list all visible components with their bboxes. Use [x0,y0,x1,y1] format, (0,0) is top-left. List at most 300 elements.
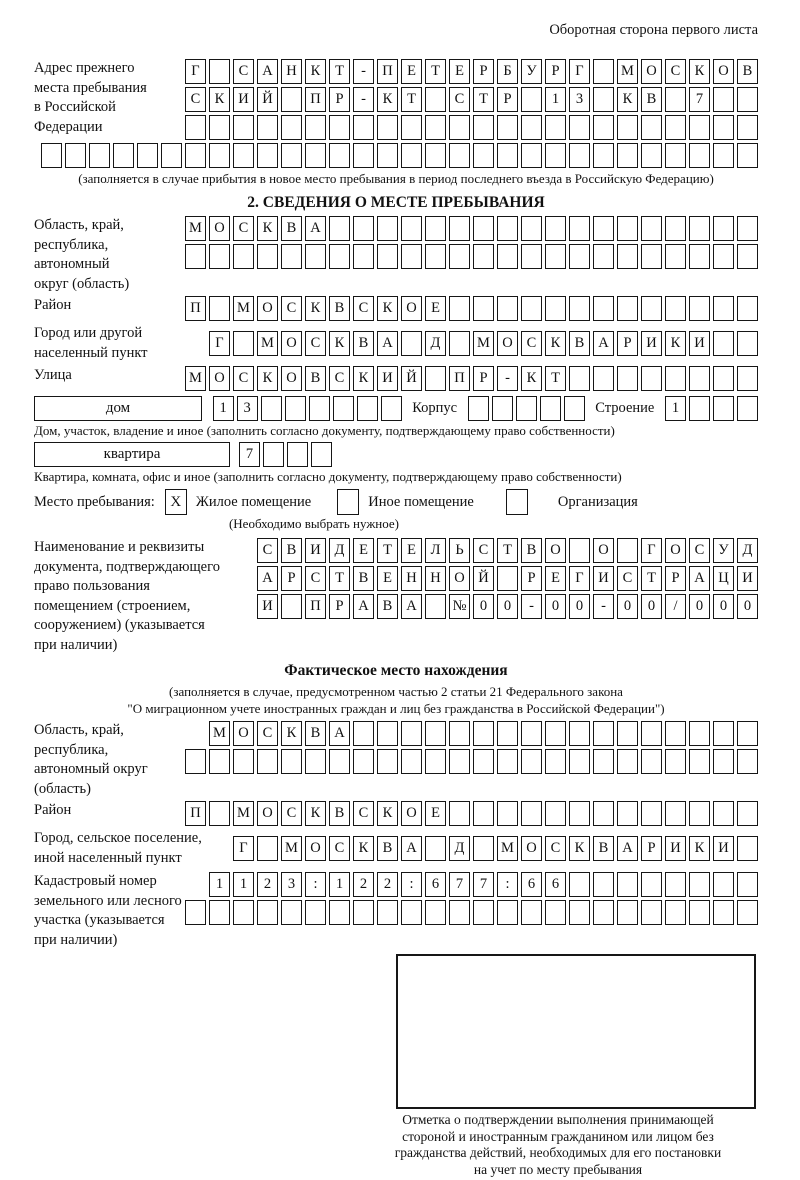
char-cell[interactable]: А [401,836,422,861]
char-cell[interactable]: - [353,59,374,84]
char-cell[interactable] [564,396,585,421]
char-cell[interactable] [209,115,230,140]
char-cell[interactable] [281,115,302,140]
char-cell[interactable]: С [545,836,566,861]
char-cell[interactable] [641,749,662,774]
char-cell[interactable] [713,331,734,356]
char-cell[interactable]: И [665,836,686,861]
char-cell[interactable]: К [617,87,638,112]
char-cell[interactable] [713,749,734,774]
char-cell[interactable]: Д [737,538,758,563]
char-cell[interactable] [497,244,518,269]
char-cell[interactable]: В [377,836,398,861]
char-cell[interactable]: А [401,594,422,619]
char-cell[interactable] [713,115,734,140]
char-cell[interactable] [209,59,230,84]
char-cell[interactable] [329,900,350,925]
organizatsiya-checkbox[interactable] [506,489,528,515]
char-cell[interactable] [353,244,374,269]
char-cell[interactable] [329,115,350,140]
char-cell[interactable] [617,801,638,826]
char-cell[interactable]: Т [497,538,518,563]
char-cell[interactable] [545,749,566,774]
char-cell[interactable] [425,594,446,619]
char-cell[interactable] [665,366,686,391]
char-cell[interactable] [305,900,326,925]
char-cell[interactable]: М [185,216,206,241]
char-cell[interactable]: М [497,836,518,861]
char-cell[interactable]: К [569,836,590,861]
char-cell[interactable] [713,216,734,241]
char-cell[interactable]: К [257,366,278,391]
char-cell[interactable] [737,836,758,861]
char-cell[interactable] [641,801,662,826]
char-cell[interactable] [285,396,306,421]
char-cell[interactable]: В [737,59,758,84]
char-cell[interactable]: 7 [449,872,470,897]
char-cell[interactable] [521,721,542,746]
char-cell[interactable] [593,366,614,391]
char-cell[interactable]: Т [329,566,350,591]
char-cell[interactable]: О [257,801,278,826]
char-cell[interactable]: Е [545,566,566,591]
char-cell[interactable] [521,244,542,269]
char-cell[interactable] [377,900,398,925]
char-cell[interactable]: К [545,331,566,356]
char-cell[interactable] [569,749,590,774]
char-cell[interactable]: 1 [329,872,350,897]
char-cell[interactable] [593,244,614,269]
char-cell[interactable] [209,801,230,826]
char-cell[interactable] [449,296,470,321]
char-cell[interactable]: К [305,59,326,84]
char-cell[interactable] [473,143,494,168]
char-cell[interactable]: 0 [617,594,638,619]
char-cell[interactable]: 0 [497,594,518,619]
char-cell[interactable]: К [209,87,230,112]
char-cell[interactable]: А [353,594,374,619]
char-cell[interactable] [617,115,638,140]
char-cell[interactable]: К [377,296,398,321]
char-cell[interactable] [569,801,590,826]
char-cell[interactable] [593,115,614,140]
char-cell[interactable] [497,296,518,321]
char-cell[interactable] [233,749,254,774]
char-cell[interactable] [641,900,662,925]
char-cell[interactable] [593,143,614,168]
char-cell[interactable]: К [689,59,710,84]
char-cell[interactable]: У [713,538,734,563]
char-cell[interactable] [713,296,734,321]
char-cell[interactable]: К [377,801,398,826]
char-cell[interactable]: К [665,331,686,356]
char-cell[interactable] [497,721,518,746]
char-cell[interactable] [257,749,278,774]
char-cell[interactable] [521,900,542,925]
char-cell[interactable]: И [641,331,662,356]
char-cell[interactable] [713,872,734,897]
char-cell[interactable] [617,244,638,269]
char-cell[interactable]: Й [257,87,278,112]
char-cell[interactable]: У [521,59,542,84]
char-cell[interactable] [497,801,518,826]
char-cell[interactable]: Т [377,538,398,563]
char-cell[interactable] [473,721,494,746]
char-cell[interactable]: 0 [713,594,734,619]
char-cell[interactable] [737,396,758,421]
char-cell[interactable] [665,87,686,112]
char-cell[interactable]: Р [665,566,686,591]
char-cell[interactable] [737,366,758,391]
char-cell[interactable] [305,115,326,140]
char-cell[interactable]: С [281,801,302,826]
char-cell[interactable] [593,749,614,774]
char-cell[interactable]: А [305,216,326,241]
char-cell[interactable]: С [233,216,254,241]
char-cell[interactable]: В [353,331,374,356]
char-cell[interactable]: 7 [239,442,260,467]
char-cell[interactable] [425,216,446,241]
char-cell[interactable] [593,296,614,321]
char-cell[interactable] [281,594,302,619]
char-cell[interactable]: С [305,566,326,591]
dom-type-box[interactable]: дом [34,396,202,421]
char-cell[interactable] [617,296,638,321]
char-cell[interactable] [593,59,614,84]
char-cell[interactable]: А [593,331,614,356]
char-cell[interactable]: : [305,872,326,897]
char-cell[interactable]: Т [401,87,422,112]
char-cell[interactable] [689,801,710,826]
char-cell[interactable] [449,801,470,826]
char-cell[interactable] [41,143,62,168]
char-cell[interactable] [569,538,590,563]
char-cell[interactable]: К [329,331,350,356]
char-cell[interactable] [713,721,734,746]
char-cell[interactable]: С [665,59,686,84]
char-cell[interactable] [665,801,686,826]
char-cell[interactable] [689,143,710,168]
char-cell[interactable] [449,244,470,269]
char-cell[interactable]: Е [425,296,446,321]
char-cell[interactable] [257,900,278,925]
char-cell[interactable] [449,331,470,356]
inoe-checkbox[interactable] [337,489,359,515]
char-cell[interactable]: Г [209,331,230,356]
char-cell[interactable] [209,244,230,269]
char-cell[interactable] [569,216,590,241]
char-cell[interactable] [545,900,566,925]
char-cell[interactable] [257,115,278,140]
char-cell[interactable] [473,216,494,241]
char-cell[interactable]: 2 [353,872,374,897]
char-cell[interactable] [617,721,638,746]
char-cell[interactable]: Е [449,59,470,84]
char-cell[interactable] [401,331,422,356]
char-cell[interactable]: С [353,296,374,321]
char-cell[interactable] [377,115,398,140]
char-cell[interactable]: Г [233,836,254,861]
char-cell[interactable] [593,721,614,746]
char-cell[interactable]: С [233,366,254,391]
char-cell[interactable] [473,801,494,826]
char-cell[interactable]: Г [569,59,590,84]
char-cell[interactable] [401,900,422,925]
char-cell[interactable] [641,296,662,321]
char-cell[interactable]: П [305,594,326,619]
char-cell[interactable] [617,538,638,563]
char-cell[interactable]: Н [401,566,422,591]
char-cell[interactable]: Г [641,538,662,563]
char-cell[interactable] [545,801,566,826]
char-cell[interactable]: И [257,594,278,619]
char-cell[interactable]: Р [473,366,494,391]
char-cell[interactable] [540,396,561,421]
char-cell[interactable] [425,244,446,269]
char-cell[interactable]: К [689,836,710,861]
char-cell[interactable]: - [521,594,542,619]
char-cell[interactable] [617,366,638,391]
char-cell[interactable]: О [401,801,422,826]
char-cell[interactable] [713,244,734,269]
char-cell[interactable]: К [305,296,326,321]
char-cell[interactable]: 1 [209,872,230,897]
char-cell[interactable] [185,900,206,925]
char-cell[interactable]: О [209,366,230,391]
char-cell[interactable] [737,244,758,269]
char-cell[interactable] [425,115,446,140]
char-cell[interactable]: О [713,59,734,84]
char-cell[interactable] [665,872,686,897]
char-cell[interactable] [353,216,374,241]
char-cell[interactable]: 0 [689,594,710,619]
char-cell[interactable] [357,396,378,421]
char-cell[interactable]: И [689,331,710,356]
char-cell[interactable] [425,836,446,861]
char-cell[interactable] [593,87,614,112]
char-cell[interactable]: С [473,538,494,563]
char-cell[interactable] [569,872,590,897]
char-cell[interactable] [617,143,638,168]
char-cell[interactable]: О [665,538,686,563]
char-cell[interactable] [281,143,302,168]
char-cell[interactable]: И [305,538,326,563]
char-cell[interactable] [305,143,326,168]
char-cell[interactable]: П [377,59,398,84]
char-cell[interactable] [401,143,422,168]
char-cell[interactable] [233,115,254,140]
char-cell[interactable] [545,143,566,168]
char-cell[interactable] [353,749,374,774]
char-cell[interactable] [569,366,590,391]
char-cell[interactable] [492,396,513,421]
char-cell[interactable] [281,749,302,774]
char-cell[interactable]: 1 [233,872,254,897]
char-cell[interactable] [257,836,278,861]
char-cell[interactable]: О [449,566,470,591]
char-cell[interactable] [521,143,542,168]
char-cell[interactable] [593,216,614,241]
char-cell[interactable] [185,115,206,140]
char-cell[interactable]: Д [329,538,350,563]
char-cell[interactable] [473,115,494,140]
char-cell[interactable] [665,749,686,774]
char-cell[interactable] [569,721,590,746]
char-cell[interactable] [209,143,230,168]
char-cell[interactable]: Д [449,836,470,861]
char-cell[interactable]: В [305,366,326,391]
char-cell[interactable] [713,143,734,168]
char-cell[interactable]: В [329,801,350,826]
char-cell[interactable] [689,900,710,925]
char-cell[interactable]: О [521,836,542,861]
char-cell[interactable]: : [497,872,518,897]
char-cell[interactable] [617,749,638,774]
char-cell[interactable]: С [233,59,254,84]
char-cell[interactable]: В [305,721,326,746]
char-cell[interactable] [425,366,446,391]
char-cell[interactable]: П [185,296,206,321]
char-cell[interactable]: С [257,721,278,746]
char-cell[interactable]: - [593,594,614,619]
char-cell[interactable] [665,143,686,168]
char-cell[interactable]: Е [401,59,422,84]
char-cell[interactable] [329,143,350,168]
char-cell[interactable]: 7 [689,87,710,112]
char-cell[interactable]: Т [545,366,566,391]
char-cell[interactable] [641,366,662,391]
char-cell[interactable] [329,244,350,269]
char-cell[interactable] [449,143,470,168]
char-cell[interactable]: Р [545,59,566,84]
char-cell[interactable]: 0 [545,594,566,619]
char-cell[interactable] [281,87,302,112]
char-cell[interactable] [689,366,710,391]
char-cell[interactable] [737,801,758,826]
char-cell[interactable] [353,721,374,746]
char-cell[interactable] [449,900,470,925]
char-cell[interactable] [569,143,590,168]
char-cell[interactable] [305,749,326,774]
char-cell[interactable]: 0 [569,594,590,619]
char-cell[interactable] [497,143,518,168]
char-cell[interactable] [521,801,542,826]
char-cell[interactable] [545,244,566,269]
char-cell[interactable] [233,331,254,356]
char-cell[interactable] [185,143,206,168]
char-cell[interactable]: В [641,87,662,112]
char-cell[interactable]: О [281,366,302,391]
char-cell[interactable] [377,143,398,168]
char-cell[interactable]: И [233,87,254,112]
char-cell[interactable] [113,143,134,168]
char-cell[interactable] [713,396,734,421]
char-cell[interactable] [617,900,638,925]
char-cell[interactable]: 3 [281,872,302,897]
char-cell[interactable]: Е [353,538,374,563]
char-cell[interactable]: О [209,216,230,241]
char-cell[interactable] [287,442,308,467]
char-cell[interactable]: Р [497,87,518,112]
char-cell[interactable] [209,296,230,321]
zhiloe-checkbox[interactable]: X [165,489,187,515]
char-cell[interactable]: М [233,296,254,321]
char-cell[interactable]: С [617,566,638,591]
char-cell[interactable]: 6 [545,872,566,897]
char-cell[interactable] [689,296,710,321]
char-cell[interactable] [137,143,158,168]
char-cell[interactable]: Е [377,566,398,591]
char-cell[interactable]: М [257,331,278,356]
char-cell[interactable] [425,721,446,746]
char-cell[interactable] [521,296,542,321]
char-cell[interactable]: М [209,721,230,746]
char-cell[interactable] [593,872,614,897]
char-cell[interactable]: Н [281,59,302,84]
char-cell[interactable]: А [329,721,350,746]
char-cell[interactable]: Г [185,59,206,84]
char-cell[interactable] [401,244,422,269]
char-cell[interactable]: : [401,872,422,897]
char-cell[interactable]: Г [569,566,590,591]
char-cell[interactable] [185,244,206,269]
char-cell[interactable] [641,244,662,269]
char-cell[interactable] [497,900,518,925]
char-cell[interactable]: В [281,538,302,563]
char-cell[interactable]: 1 [665,396,686,421]
char-cell[interactable]: О [545,538,566,563]
char-cell[interactable] [233,900,254,925]
char-cell[interactable]: В [593,836,614,861]
char-cell[interactable] [689,216,710,241]
char-cell[interactable]: 1 [213,396,234,421]
char-cell[interactable] [689,872,710,897]
char-cell[interactable] [617,872,638,897]
char-cell[interactable]: М [185,366,206,391]
char-cell[interactable] [497,566,518,591]
char-cell[interactable] [353,143,374,168]
char-cell[interactable]: 7 [473,872,494,897]
char-cell[interactable]: С [281,296,302,321]
char-cell[interactable] [377,216,398,241]
char-cell[interactable]: С [329,366,350,391]
char-cell[interactable]: В [281,216,302,241]
char-cell[interactable]: М [233,801,254,826]
char-cell[interactable] [261,396,282,421]
char-cell[interactable] [449,216,470,241]
char-cell[interactable] [449,749,470,774]
char-cell[interactable]: В [329,296,350,321]
char-cell[interactable] [665,900,686,925]
char-cell[interactable]: Р [281,566,302,591]
char-cell[interactable]: М [281,836,302,861]
char-cell[interactable] [665,216,686,241]
char-cell[interactable] [311,442,332,467]
char-cell[interactable] [425,87,446,112]
char-cell[interactable]: Т [329,59,350,84]
char-cell[interactable]: Л [425,538,446,563]
char-cell[interactable] [521,749,542,774]
char-cell[interactable] [281,244,302,269]
char-cell[interactable] [737,296,758,321]
char-cell[interactable]: О [305,836,326,861]
char-cell[interactable]: - [497,366,518,391]
char-cell[interactable] [329,749,350,774]
char-cell[interactable] [593,801,614,826]
char-cell[interactable]: С [329,836,350,861]
char-cell[interactable] [641,143,662,168]
char-cell[interactable] [617,216,638,241]
